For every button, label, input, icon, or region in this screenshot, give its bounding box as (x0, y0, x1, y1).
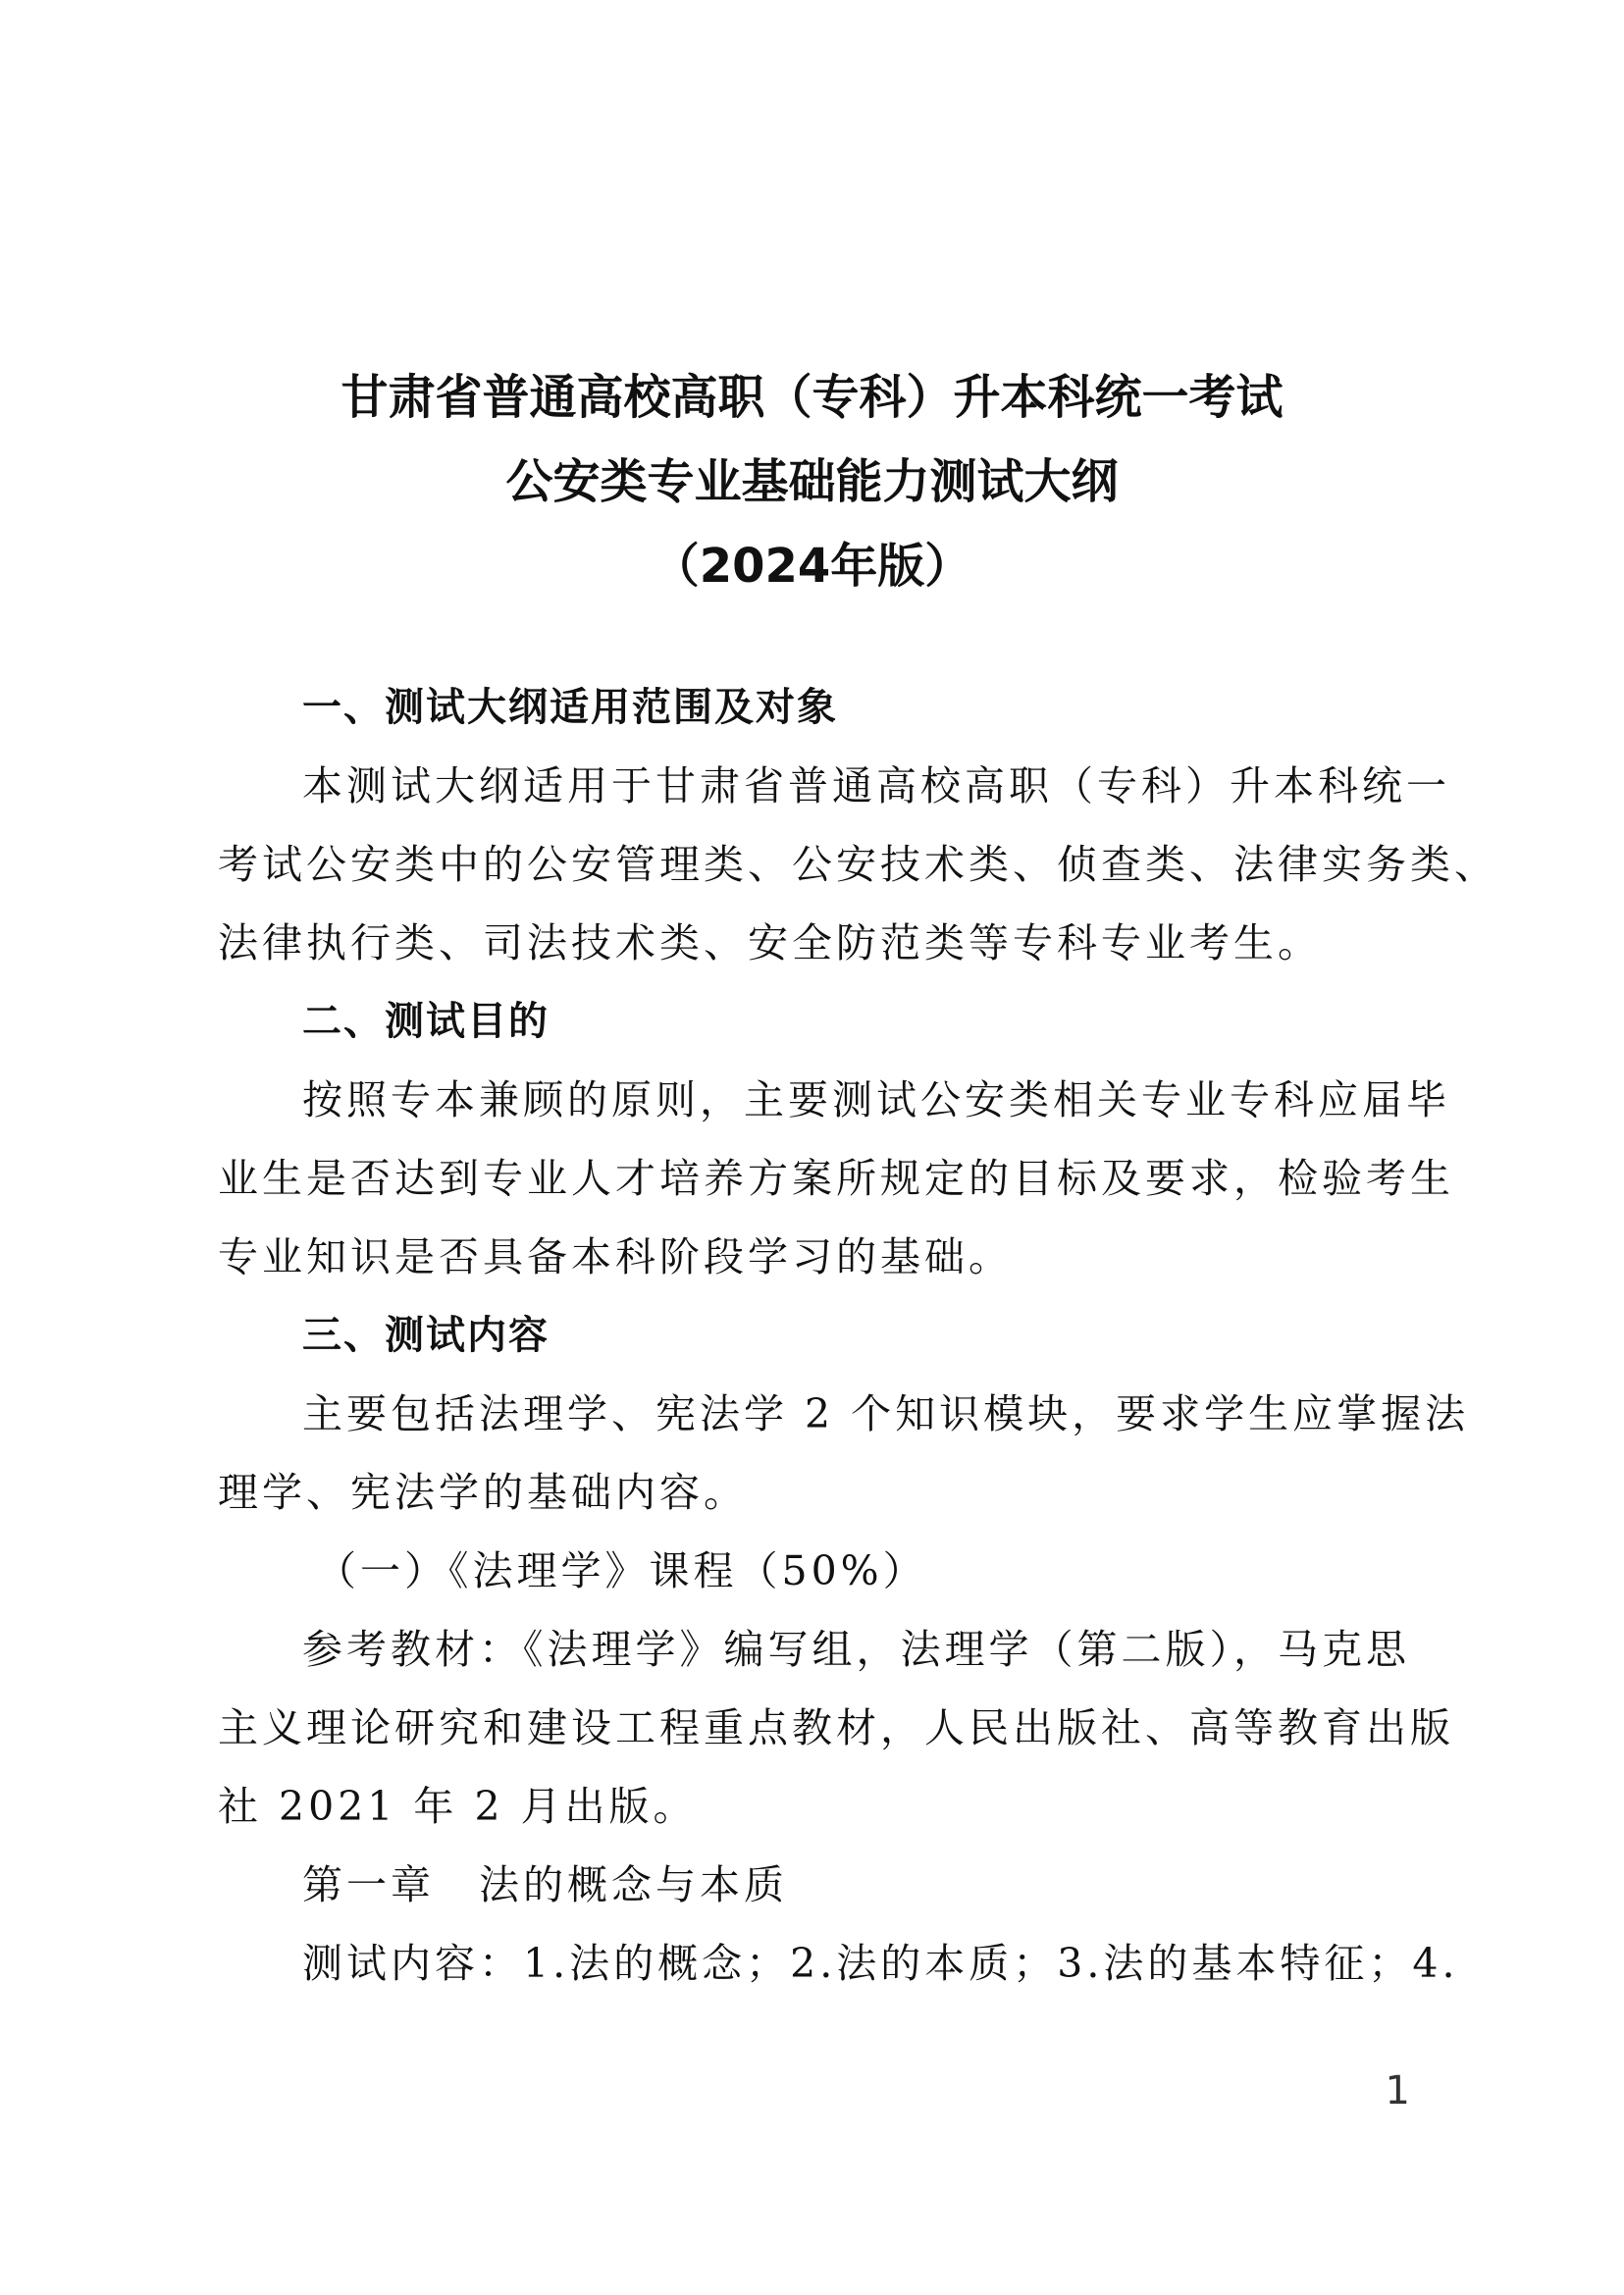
paragraph-line: 考试公安类中的公安管理类、公安技术类、侦查类、法律实务类、 (218, 841, 1498, 888)
document-body (218, 668, 1498, 2003)
paragraph-line: 法律执行类、司法技术类、安全防范类等专科专业考生。 (218, 919, 1322, 966)
section-2-heading: 二、测试目的 (302, 999, 550, 1044)
paragraph-line: 本测试大纲适用于甘肃省普通高校高职（专科）升本科统一 (302, 762, 1450, 809)
paragraph-line: 业生是否达到专业人才培养方案所规定的目标及要求，检验考生 (218, 1155, 1454, 1202)
section-1-heading: 一、测试大纲适用范围及对象 (302, 685, 838, 730)
title-line-3: （2024年版） (652, 539, 972, 594)
paragraph-line: 主要包括法理学、宪法学 2 个知识模块，要求学生应掌握法 (302, 1390, 1470, 1437)
title-line-1: 甘肃省普通高校高职（专科）升本科统一考试 (341, 370, 1283, 425)
paragraph-line: 理学、宪法学的基础内容。 (218, 1469, 748, 1516)
paragraph-line: 按照专本兼顾的原则，主要测试公安类相关专业专科应届毕 (302, 1076, 1450, 1123)
reference-line: 主义理论研究和建设工程重点教材，人民出版社、高等教育出版 (218, 1704, 1454, 1751)
course-heading: （一）《法理学》课程（50%） (316, 1547, 927, 1594)
reference-line: 参考教材：《法理学》编写组，法理学（第二版），马克思 (302, 1626, 1410, 1673)
content-line: 测试内容：1.法的概念；2.法的本质；3.法的基本特征；4. (302, 1940, 1459, 1987)
paragraph-line: 专业知识是否具备本科阶段学习的基础。 (218, 1233, 1013, 1280)
reference-line: 社 2021 年 2 月出版。 (218, 1783, 698, 1830)
document-title (0, 355, 1624, 608)
page-number: 1 (1385, 2068, 1410, 2113)
section-3-heading: 三、测试内容 (302, 1313, 550, 1358)
title-line-2: 公安类专业基础能力测试大纲 (505, 454, 1119, 509)
chapter-heading: 第一章 法的概念与本质 (302, 1861, 788, 1908)
